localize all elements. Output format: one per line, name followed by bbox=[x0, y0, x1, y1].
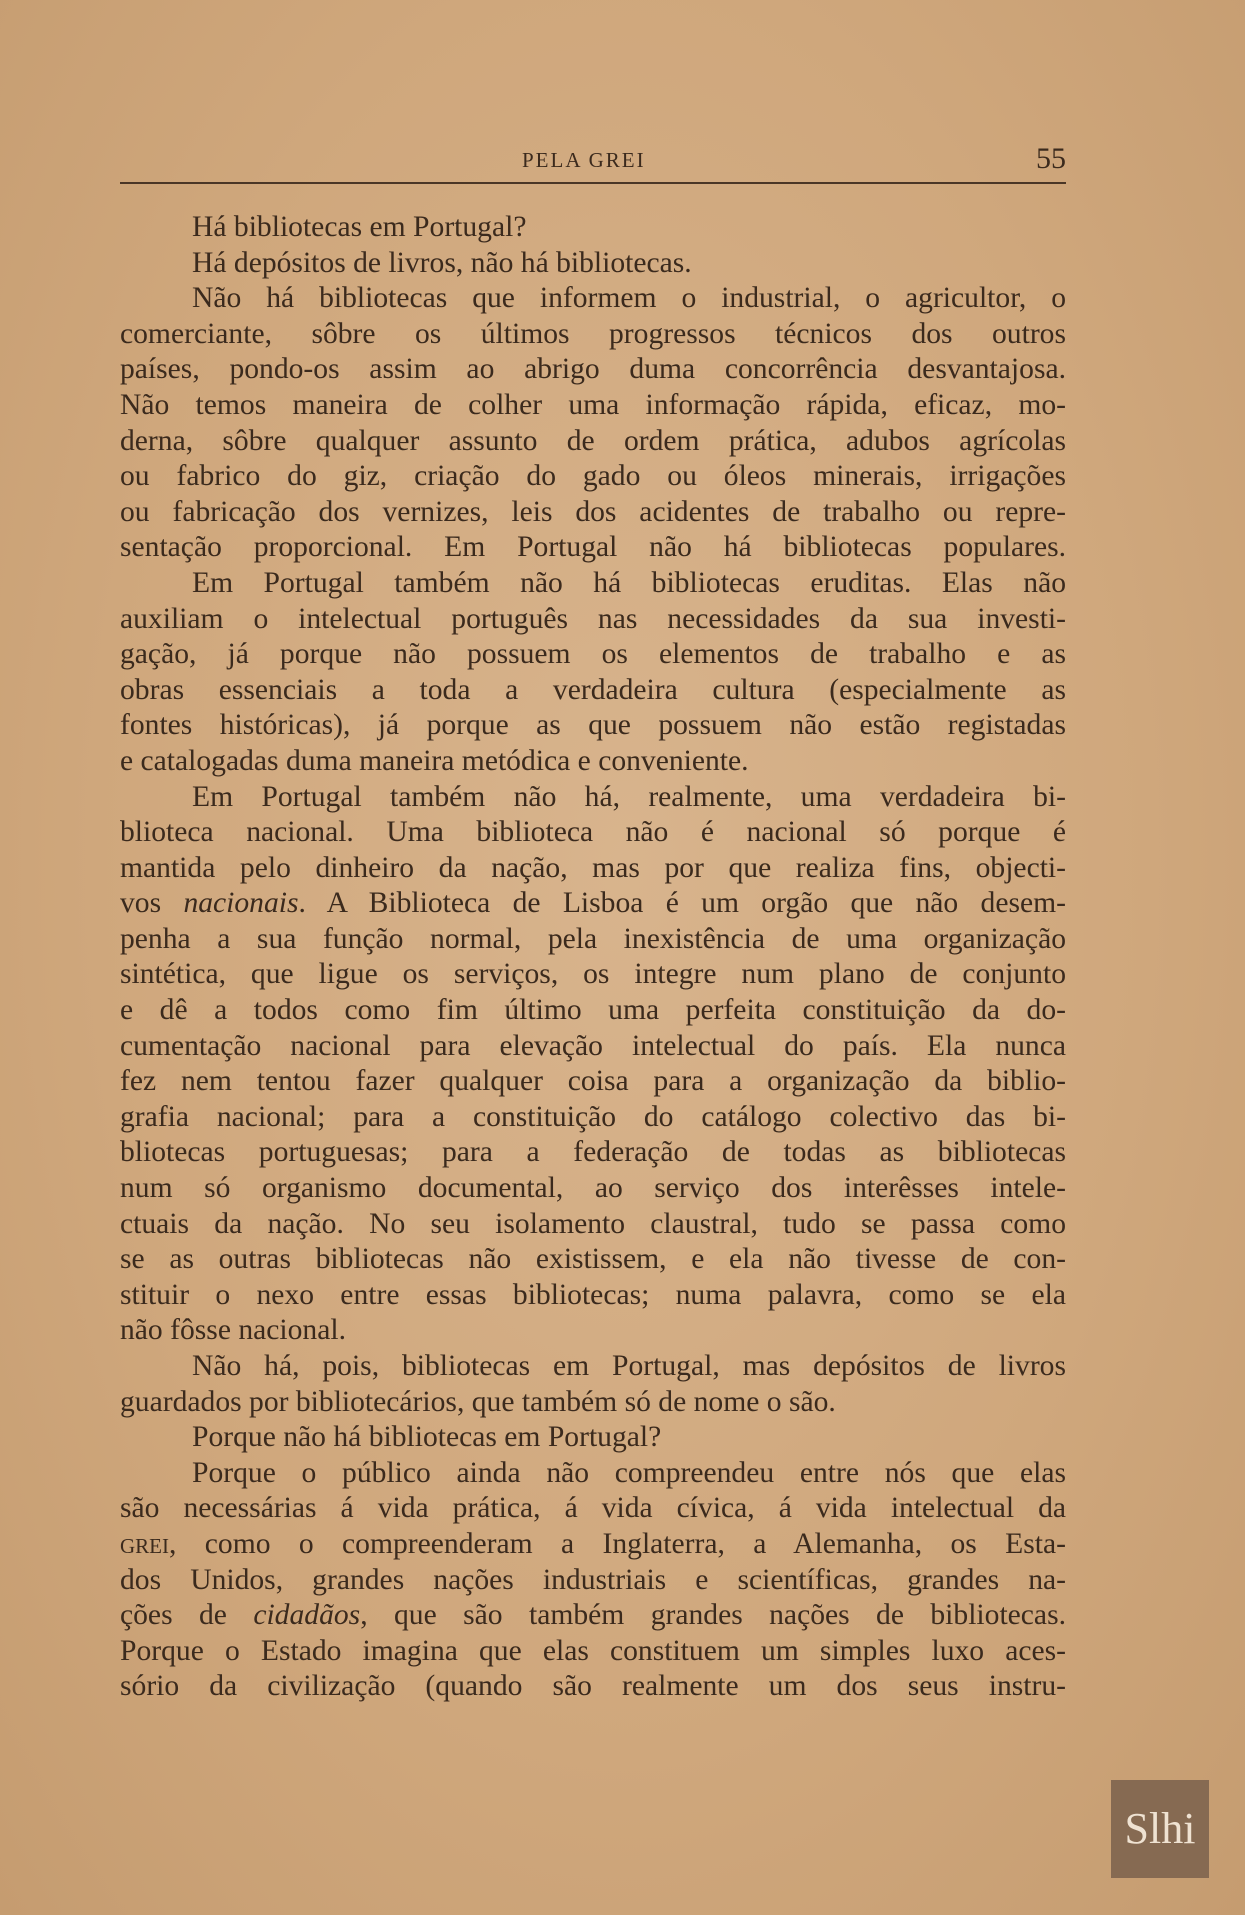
text-line: ou fabrico do giz, criação do gado ou óleos minerais, irrigações bbox=[120, 460, 1066, 493]
text-line bbox=[120, 1598, 1066, 1634]
running-header bbox=[120, 142, 1066, 184]
text-line: e dê a todos como fim último uma perfeita constituição da do- bbox=[120, 994, 1066, 1027]
text-line: fez nem tentou fazer qualquer coisa para a organização da biblio- bbox=[120, 1065, 1066, 1098]
text-line: países, pondo-os assim ao abrigo duma concorrência desvantajosa. bbox=[120, 353, 1066, 386]
text-segment: ções de bbox=[120, 1599, 254, 1632]
text-line: Em Portugal também não há bibliotecas eruditas. Elas não bbox=[192, 566, 1066, 599]
text-line: não fôsse nacional. bbox=[120, 1314, 346, 1347]
italic-word: cidadãos bbox=[253, 1599, 361, 1632]
small-caps-word: grei bbox=[120, 1527, 169, 1560]
page-number: 55 bbox=[1036, 142, 1066, 175]
text-line: bliotecas portuguesas; para a federação de todas as bibliotecas bbox=[120, 1136, 1066, 1169]
text-line: num só organismo documental, ao serviço dos interêsses intele- bbox=[120, 1172, 1066, 1205]
text-line: obras essenciais a toda a verdadeira cultura (especialmente as bbox=[120, 673, 1066, 706]
text-line: Porque o público ainda não compreendeu entre nós que elas bbox=[192, 1456, 1066, 1489]
text-segment: . A Biblioteca de Lisboa é um orgão que não desem- bbox=[298, 887, 1066, 920]
text-line: Há depósitos de livros, não há bibliotecas. bbox=[192, 246, 692, 279]
text-segment: vos bbox=[120, 887, 184, 920]
text-line: sentação proporcional. Em Portugal não há bibliotecas populares. bbox=[120, 531, 1066, 564]
text-line: Não temos maneira de colher uma informação rápida, eficaz, mo- bbox=[120, 388, 1066, 421]
text-line: auxiliam o intelectual português nas necessidades da sua investi- bbox=[120, 602, 1066, 635]
text-line: ou fabricação dos vernizes, leis dos acidentes de trabalho ou repre- bbox=[120, 495, 1066, 528]
italic-word: nacionais bbox=[183, 887, 299, 920]
text-segment: , como o compreenderam a Inglaterra, a Alemanha, os Esta- bbox=[169, 1527, 1066, 1560]
text-line: e catalogadas duma maneira metódica e conveniente. bbox=[120, 744, 749, 777]
library-stamp: Slhi bbox=[1111, 1780, 1209, 1878]
text-line: se as outras bibliotecas não existissem, e ela não tivesse de con- bbox=[120, 1243, 1066, 1276]
running-title: PELA GREI bbox=[522, 148, 646, 172]
text-line: derna, sôbre qualquer assunto de ordem prática, adubos agrícolas bbox=[120, 424, 1066, 457]
text-line: Não há, pois, bibliotecas em Portugal, mas depósitos de livros bbox=[192, 1350, 1066, 1382]
text-line: penha a sua função normal, pela inexistência de uma organização bbox=[120, 922, 1066, 955]
text-line: cumentação nacional para elevação intelectual do país. Ela nunca bbox=[120, 1029, 1066, 1062]
text-line: stituir o nexo entre essas bibliotecas; numa palavra, como se ela bbox=[120, 1278, 1066, 1311]
text-line: ctuais da nação. No seu isolamento claustral, tudo se passa como bbox=[120, 1207, 1066, 1240]
text-line: Porque o Estado imagina que elas constituem um simples luxo aces- bbox=[120, 1634, 1066, 1667]
text-line bbox=[120, 886, 1066, 922]
text-line bbox=[120, 1527, 1066, 1563]
text-line: sintética, que ligue os serviços, os integre num plano de conjunto bbox=[120, 958, 1066, 991]
text-line: sório da civilização (quando são realmente um dos seus instru- bbox=[120, 1670, 1066, 1703]
text-line: fontes históricas), já porque as que possuem não estão registadas bbox=[120, 709, 1066, 742]
text-line: comerciante, sôbre os últimos progressos técnicos dos outros bbox=[120, 317, 1066, 350]
body-text bbox=[120, 210, 1066, 1705]
text-line: Em Portugal também não há, realmente, uma verdadeira bi- bbox=[192, 780, 1066, 813]
text-line: blioteca nacional. Uma biblioteca não é nacional só porque é bbox=[120, 816, 1066, 849]
text-line: grafia nacional; para a constituição do catálogo colectivo das bi- bbox=[120, 1100, 1066, 1133]
text-line: Há bibliotecas em Portugal? bbox=[192, 211, 527, 243]
text-line: mantida pelo dinheiro da nação, mas por que realiza fins, objecti- bbox=[120, 851, 1066, 884]
text-line: Não há bibliotecas que informem o industrial, o agricultor, o bbox=[192, 282, 1066, 315]
text-line: são necessárias á vida prática, á vida cívica, á vida intelectual da bbox=[120, 1492, 1066, 1525]
text-line: gação, já porque não possuem os elementos de trabalho e as bbox=[120, 638, 1066, 671]
text-line: Porque não há bibliotecas em Portugal? bbox=[192, 1421, 662, 1454]
text-segment: , que são também grandes nações de bibliotecas. bbox=[360, 1599, 1066, 1632]
text-line: dos Unidos, grandes nações industriais e scientíficas, grandes na- bbox=[120, 1563, 1066, 1596]
text-line: guardados por bibliotecários, que também só de nome o são. bbox=[120, 1385, 836, 1418]
